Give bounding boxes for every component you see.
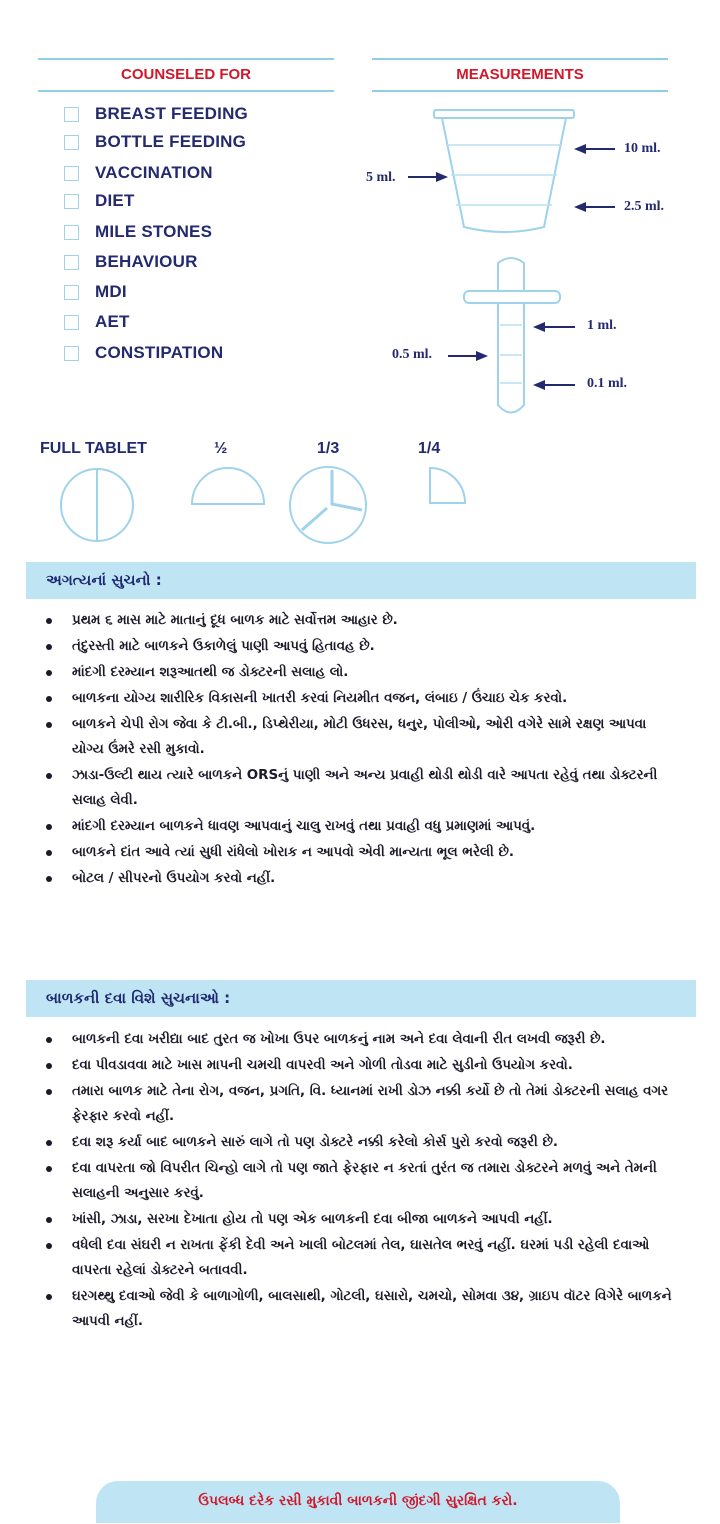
list-item: બોટલ / સીપરનો ઉપયોગ કરવો નહીં. <box>44 866 674 891</box>
list-item: વધેલી દવા સંઘરી ન રાખતા ફેંકી દેવી અને ખાલી બોટલમાં તેલ, ઘાસતેલ ભરવું નહીં. ઘરમાં પડી રહેલી દવાઓ વાપરતા રહેલાં ડોક્ટરને બતાવવી. <box>44 1233 674 1283</box>
footer-banner <box>96 1481 620 1523</box>
checkbox-item-constipation[interactable] <box>64 341 223 365</box>
third-tablet-icon <box>290 467 366 543</box>
checkbox[interactable] <box>64 225 79 240</box>
list-item: ઝાડા-ઉલ્ટી થાય ત્યારે બાળકને ORSનું પાણી અને અન્ય પ્રવાહી થોડી થોડી વારે આપતા રહેવું તથા ડોક્ટરની સલાહ લેવી. <box>44 763 674 813</box>
tablet-label-full: FULL TABLET <box>40 440 147 457</box>
list-item: બાળકને દાંત આવે ત્યાં સુધી રાંધેલો ખોરાક ન આપવો એવી માન્યતા ભૂલ ભરેલી છે. <box>44 840 674 865</box>
list-item: માંદગી દરમ્યાન બાળકને ધાવણ આપવાનું ચાલુ રાખવું તથા પ્રવાહી વધુ પ્રમાણમાં આપવું. <box>44 814 674 839</box>
medicine-notes-header <box>26 980 696 1017</box>
checkbox[interactable] <box>64 315 79 330</box>
list-item: ખાંસી, ઝાડા, સરખા દેખાતા હોય તો પણ એક બાળકની દવા બીજા બાળકને આપવી નહીં. <box>44 1207 674 1232</box>
checkbox-item-behaviour[interactable] <box>64 250 198 274</box>
list-item: બાળકના યોગ્ય શારીરિક વિકાસની ખાતરી કરવાં નિયમીત વજન, લંબાઇ / ઉંચાઇ ચેક કરવો. <box>44 686 674 711</box>
list-item: માંદગી દરમ્યાન શરૂઆતથી જ ડોક્ટરની સલાહ લો. <box>44 660 674 685</box>
checkbox[interactable] <box>64 285 79 300</box>
list-item: દવા વાપરતા જો વિપરીત ચિન્હો લાગે તો પણ જાતે ફેરફાર ન કરતાં તુરંત જ તમારા ડોક્ટરને મળવું અને તેમની સલાહની અનુસાર કરવું. <box>44 1156 674 1206</box>
checkbox[interactable] <box>64 107 79 122</box>
quarter-tablet-icon <box>430 468 465 503</box>
checkbox-label: BEHAVIOUR <box>95 252 198 271</box>
list-item: બાળકની દવા ખરીદ્યા બાદ તુરત જ ખોખા ઉપર બાળકનું નામ અને દવા લેવાની રીત લખવી જરૂરી છે. <box>44 1027 674 1052</box>
checkbox-item-aet[interactable] <box>64 310 130 334</box>
list-item: પ્રથમ ૬ માસ માટે માતાનું દૂધ બાળક માટે સર્વોત્તમ આહાર છે. <box>44 608 674 633</box>
tablet-label-third: 1/3 <box>317 440 340 457</box>
checkbox[interactable] <box>64 166 79 181</box>
list-item: દવા શરૂ કર્યા બાદ બાળકને સારું લાગે તો પણ ડોક્ટરે નક્કી કરેલો કોર્સ પુરો કરવો જરૂરી છે. <box>44 1130 674 1155</box>
dropper-icon <box>380 255 700 420</box>
counseled-for-header <box>38 58 334 92</box>
cup-label-2-5ml: 2.5 ml. <box>624 199 665 214</box>
checkbox-label: DIET <box>95 191 135 210</box>
medicine-notes-list <box>44 1027 674 1335</box>
checkbox-item-mile-stones[interactable] <box>64 220 212 244</box>
list-item: તમારા બાળક માટે તેના રોગ, વજન, પ્રગતિ, વિ. ધ્યાનમાં રાખી ડોઝ નક્કી કર્યો છે તો તેમાં ડોક્ટરની સલાહ વગર ફેરફાર કરવો નહીં. <box>44 1079 674 1129</box>
important-notes-title: અગત્યનાં સુચનો : <box>46 571 162 589</box>
checkbox[interactable] <box>64 194 79 209</box>
list-item: બાળકને ચેપી રોગ જેવા કે ટી.બી., ડિપ્થેરીયા, મોટી ઉધરસ, ધનુર, પોલીઓ, ઓરી વગેરે સામે રક્ષણ આપવા યોગ્ય ઉંમરે રસી મુકાવો. <box>44 712 674 762</box>
list-item: ઘરગથ્થુ દવાઓ જેવી કે બાળાગોળી, બાલસાથી, ગોટલી, ઘસારો, ચમચો, સોમવા ૩૪, ગ્રાઇપ વૉટર વિગેરે બાળકને આપવી નહીં. <box>44 1284 674 1334</box>
checkbox-label: AET <box>95 312 130 331</box>
list-item: દવા પીવડાવવા માટે ખાસ માપની ચમચી વાપરવી અને ગોળી તોડવા માટે સુડીનો ઉપયોગ કરવો. <box>44 1053 674 1078</box>
tablet-label-half: ½ <box>214 440 228 457</box>
measuring-cup-icon <box>360 105 700 235</box>
dropper-label-1ml: 1 ml. <box>587 318 617 333</box>
important-notes-list <box>44 608 674 892</box>
checkbox-label: CONSTIPATION <box>95 343 224 362</box>
checkbox-label: BREAST FEEDING <box>95 104 248 123</box>
footer-text: ઉપલબ્ધ દરેક રસી મુકાવી બાળકની જીંદગી સુરક્ષિત કરો. <box>198 1493 518 1509</box>
list-item: તંદુરસ્તી માટે બાળકને ઉકાળેલું પાણી આપવું હિતાવહ છે. <box>44 634 674 659</box>
important-notes-header <box>26 562 696 599</box>
checkbox-item-mdi[interactable] <box>64 280 127 304</box>
measurements-title: MEASUREMENTS <box>456 66 584 83</box>
half-tablet-icon <box>192 468 264 504</box>
checkbox[interactable] <box>64 135 79 150</box>
cup-label-5ml: 5 ml. <box>366 170 396 185</box>
dropper-label-0-1ml: 0.1 ml. <box>587 376 628 391</box>
checkbox-label: BOTTLE FEEDING <box>95 132 247 151</box>
checkbox-item-bottle-feeding[interactable] <box>64 130 246 154</box>
measurements-header <box>372 58 668 92</box>
checkbox[interactable] <box>64 346 79 361</box>
checkbox-item-breast-feeding[interactable] <box>64 102 248 126</box>
checkbox-label: MILE STONES <box>95 222 213 241</box>
dropper-label-0-5ml: 0.5 ml. <box>392 347 433 362</box>
tablet-label-quarter: 1/4 <box>418 440 441 457</box>
cup-label-10ml: 10 ml. <box>624 141 661 156</box>
counseled-for-title: COUNSELED FOR <box>120 66 251 83</box>
checkbox-label: MDI <box>95 282 127 301</box>
tablet-diagrams <box>40 460 490 550</box>
checkbox-item-vaccination[interactable] <box>64 161 213 185</box>
checkbox-item-diet[interactable] <box>64 189 135 213</box>
full-tablet-icon <box>61 469 133 541</box>
checkbox[interactable] <box>64 255 79 270</box>
checkbox-label: VACCINATION <box>95 163 213 182</box>
medicine-notes-title: બાળકની દવા વિશે સુચનાઓ : <box>46 989 231 1007</box>
